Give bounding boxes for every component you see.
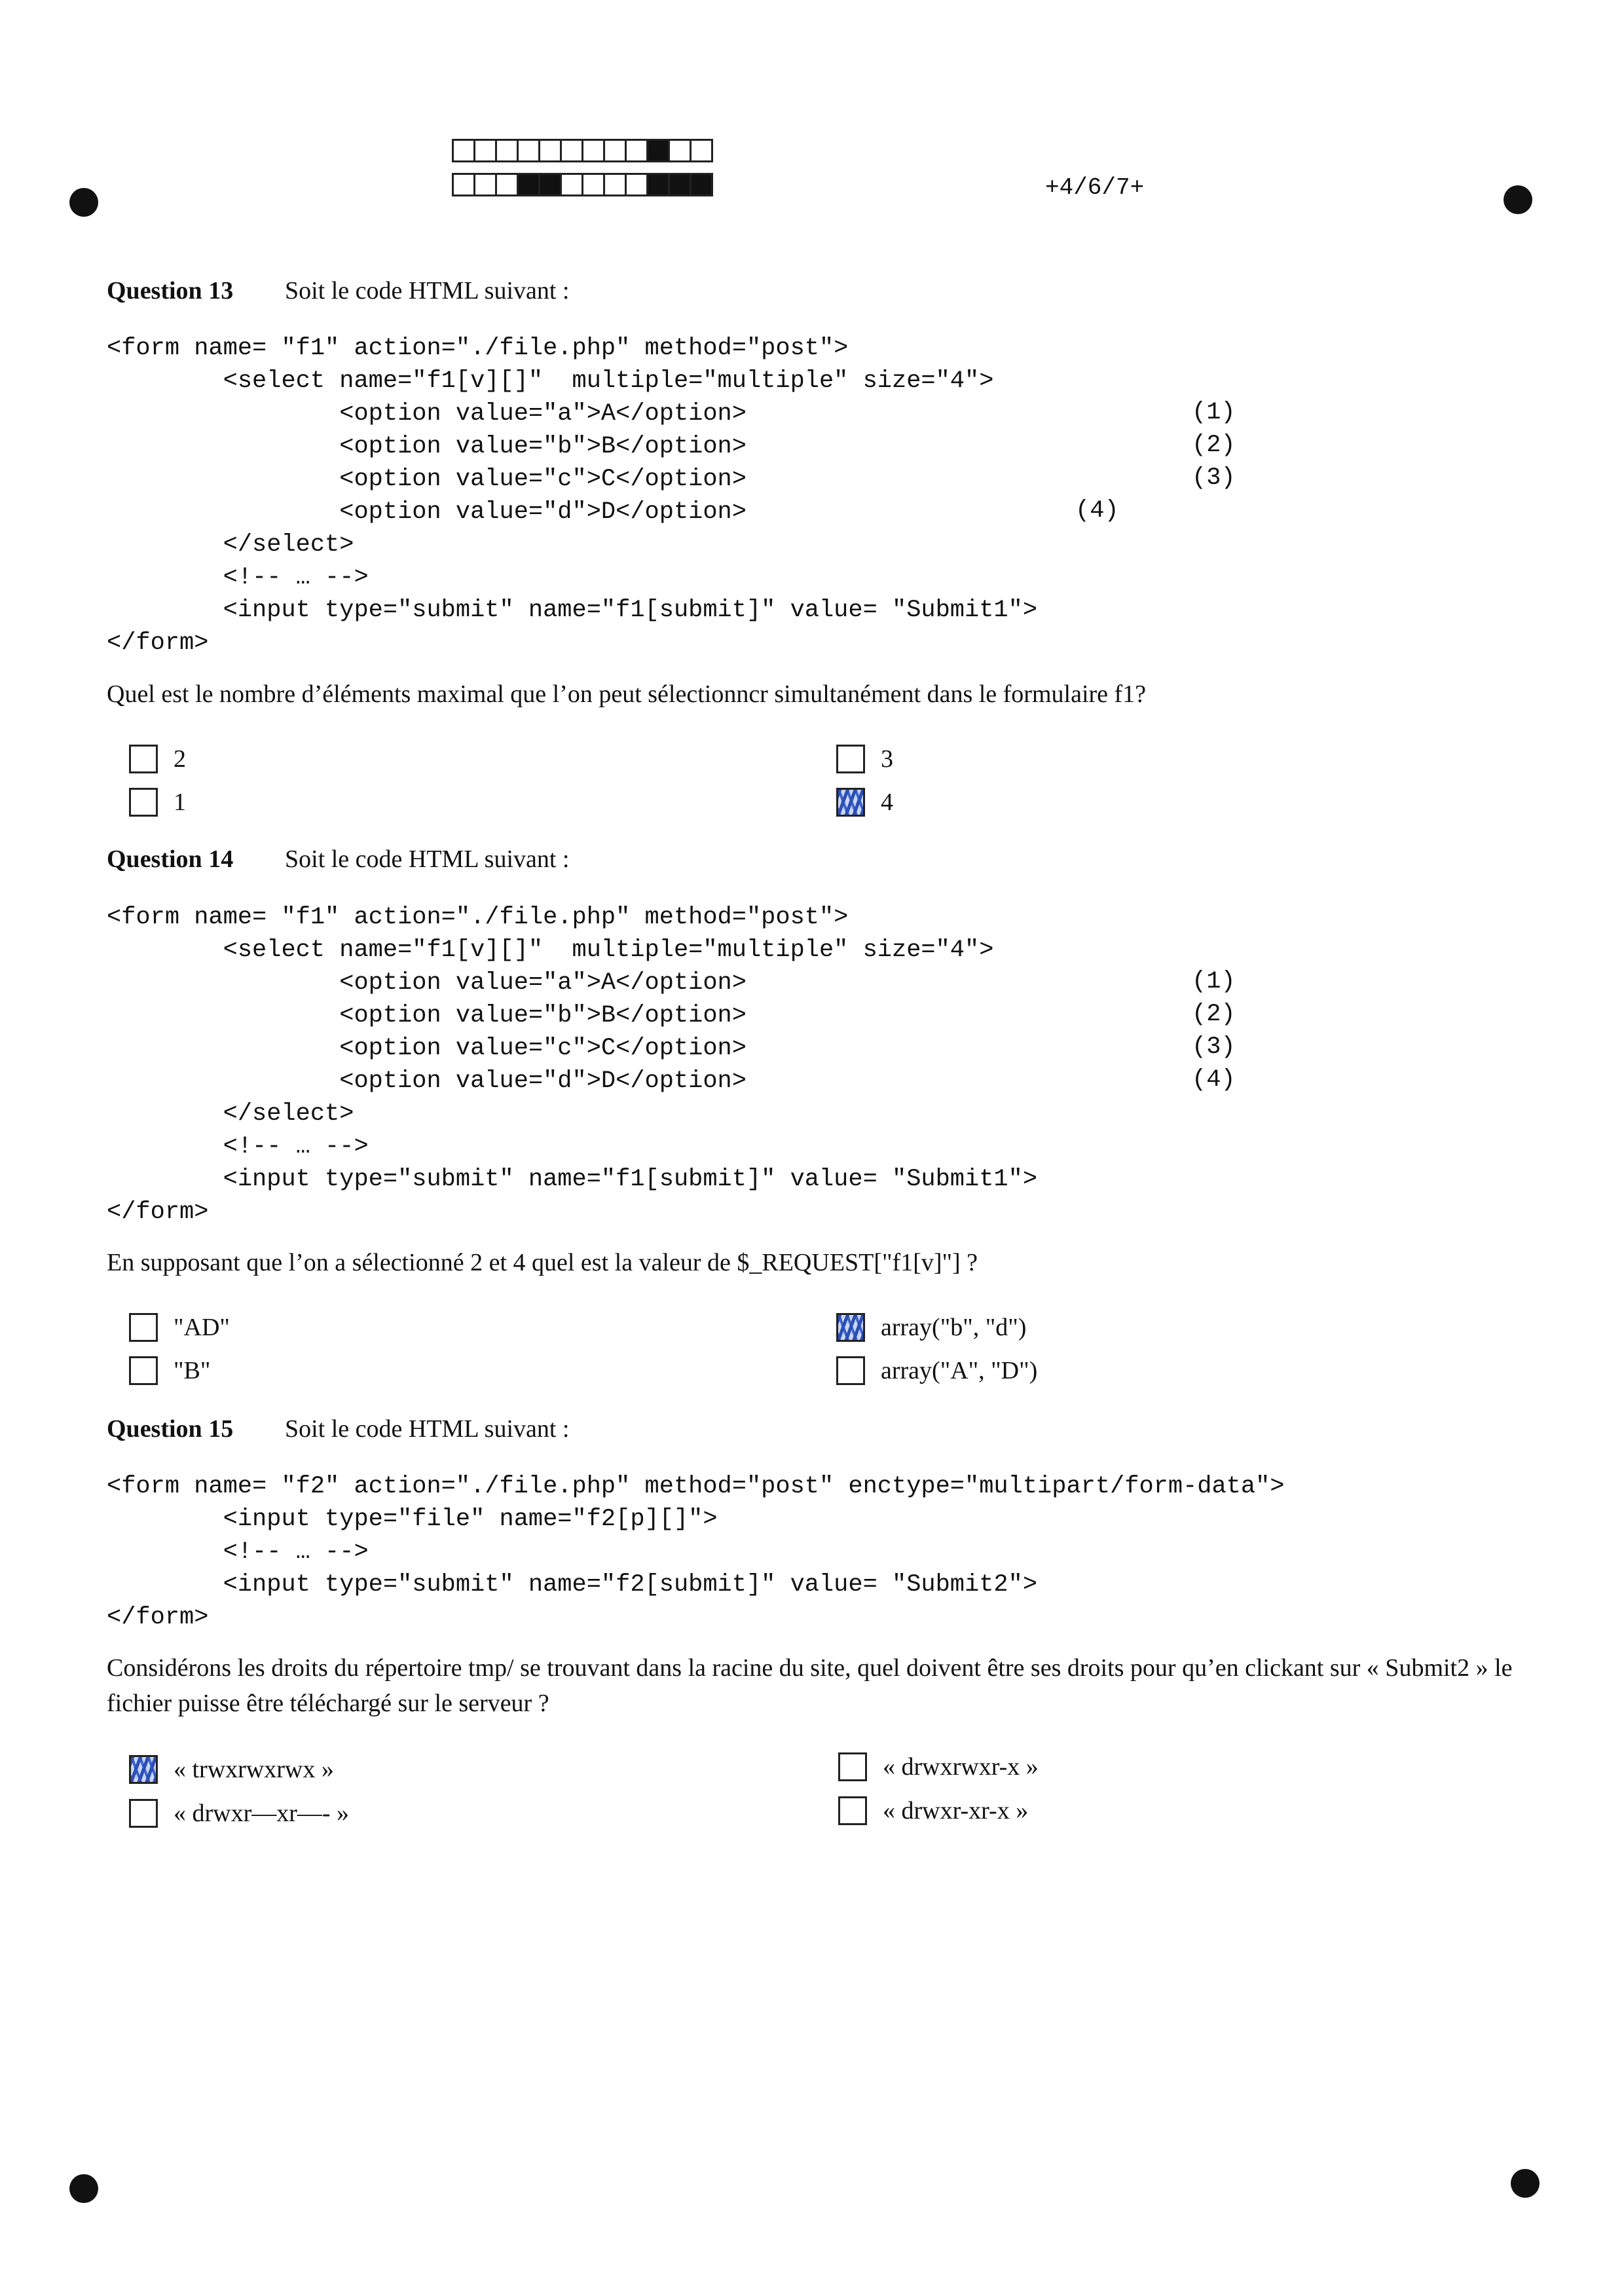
code-line: <input type="submit" name="f2[submit]" value= "Submit2"> [107, 1571, 1038, 1599]
q15-option[interactable] [129, 1755, 334, 1784]
q15-heading [107, 1415, 569, 1443]
q14-option[interactable] [836, 1356, 1037, 1385]
code-line: <input type="submit" name="f1[submit]" value= "Submit1"> [107, 1166, 1038, 1193]
option-label: 2 [174, 745, 186, 773]
q14-question: En supposant que l’on a sélectionné 2 et 4 quel est la valeur de $_REQUEST["f1[v]"] ? [107, 1249, 978, 1276]
code-line: <option value="b">B</option> [107, 433, 747, 460]
id-grid-cell [560, 173, 583, 196]
id-grid-cell-filled [646, 173, 670, 196]
id-grid-cell-filled [538, 173, 562, 196]
q14-option-number: (4) [1192, 1066, 1236, 1094]
q13-heading [107, 276, 569, 305]
option-label: « trwxrwxrwx » [174, 1756, 334, 1783]
q14-intro: Soit le code HTML suivant : [285, 845, 570, 873]
code-line: </form> [107, 1604, 209, 1631]
option-label: array("b", "d") [881, 1314, 1027, 1341]
option-label: 4 [881, 788, 893, 816]
registration-mark-bottom-right [1511, 2169, 1540, 2198]
code-line: <input type="submit" name="f1[submit]" value= "Submit1"> [107, 597, 1038, 624]
q15-option[interactable] [838, 1752, 1039, 1781]
option-label: 1 [174, 788, 186, 816]
q14-option[interactable] [129, 1356, 210, 1385]
code-line: <option value="d">D</option> [107, 498, 747, 526]
q14-option[interactable] [129, 1313, 230, 1342]
code-line: <form name= "f1" action="./file.php" method="post"> [107, 335, 849, 362]
id-grid-cell-filled [690, 173, 713, 196]
code-line: <option value="d">D</option> [107, 1067, 747, 1095]
option-label: "AD" [174, 1314, 230, 1341]
code-line: <option value="c">C</option> [107, 466, 747, 493]
id-grid-cell-filled [646, 139, 670, 162]
checkbox[interactable] [836, 745, 865, 773]
checked-checkbox[interactable] [836, 1313, 865, 1342]
registration-mark-top-left [69, 188, 98, 217]
q13-option[interactable] [129, 788, 186, 817]
checkbox[interactable] [129, 745, 158, 773]
id-grid-top [452, 139, 711, 162]
id-grid-cell [452, 139, 475, 162]
id-grid-cell [603, 173, 627, 196]
q13-option[interactable] [129, 745, 186, 773]
id-grid-cell [538, 139, 562, 162]
checkbox[interactable] [129, 788, 158, 817]
q15-option[interactable] [129, 1799, 349, 1828]
q13-option[interactable] [836, 745, 893, 773]
q13-option[interactable] [836, 788, 893, 817]
code-line: <select name="f1[v][]" multiple="multiple" size="4"> [107, 936, 994, 964]
q13-option-number: (4) [1075, 497, 1119, 525]
checkbox[interactable] [836, 1356, 865, 1385]
q15-label: Question 15 [107, 1415, 234, 1443]
q13-option-number: (2) [1192, 432, 1236, 459]
id-grid-cell [517, 139, 540, 162]
id-grid-cell [473, 139, 497, 162]
checkbox[interactable] [129, 1356, 158, 1385]
q13-intro: Soit le code HTML suivant : [285, 277, 570, 305]
checkbox[interactable] [838, 1796, 867, 1825]
q14-option[interactable] [836, 1313, 1026, 1342]
q13-label: Question 13 [107, 277, 234, 305]
code-line: <!-- … --> [107, 564, 369, 591]
q14-option-number: (2) [1192, 1001, 1236, 1028]
code-line: <!-- … --> [107, 1538, 369, 1566]
q14-heading [107, 845, 569, 874]
option-label: « drwxrwxr-x » [883, 1753, 1039, 1781]
id-grid-cell [560, 139, 583, 162]
option-label: "B" [174, 1357, 211, 1384]
registration-mark-bottom-left [69, 2174, 98, 2203]
option-label: « drwxr—xr—- » [174, 1800, 350, 1827]
q13-question: Quel est le nombre d’éléments maximal que l’on peut sélectionncr simultanément dans le formulaire f1? [107, 680, 1147, 708]
code-line: <!-- … --> [107, 1133, 369, 1160]
id-grid-cell [495, 173, 519, 196]
q14-option-number: (3) [1192, 1033, 1236, 1061]
checked-checkbox[interactable] [836, 788, 865, 817]
id-grid-cell [452, 173, 475, 196]
code-line: </form> [107, 629, 209, 657]
q15-option[interactable] [838, 1796, 1028, 1825]
code-line: <select name="f1[v][]" multiple="multiple" size="4"> [107, 367, 994, 395]
code-line: <form name= "f1" action="./file.php" method="post"> [107, 904, 849, 931]
code-line: <input type="file" name="f2[p][]"> [107, 1506, 718, 1533]
code-line: </form> [107, 1198, 209, 1226]
id-grid-cell-filled [668, 173, 692, 196]
code-line: <form name= "f2" action="./file.php" method="post" enctype="multipart/form-data"> [107, 1473, 1285, 1500]
code-line: <option value="a">A</option> [107, 400, 747, 428]
id-grid-cell [668, 139, 692, 162]
code-line: <option value="a">A</option> [107, 969, 747, 997]
code-line: <option value="b">B</option> [107, 1002, 747, 1029]
code-line: <option value="c">C</option> [107, 1035, 747, 1062]
q14-label: Question 14 [107, 845, 234, 873]
registration-mark-top-right [1504, 185, 1532, 214]
id-grid-cell [625, 173, 648, 196]
option-label: array("A", "D") [881, 1357, 1038, 1384]
q15-intro: Soit le code HTML suivant : [285, 1415, 570, 1443]
checkbox[interactable] [129, 1313, 158, 1342]
checked-checkbox[interactable] [129, 1755, 158, 1784]
page-code: +4/6/7+ [1045, 174, 1145, 201]
option-label: « drwxr-xr-x » [883, 1797, 1029, 1824]
code-line: </select> [107, 531, 354, 559]
q13-option-number: (1) [1192, 399, 1236, 426]
code-line: </select> [107, 1100, 354, 1128]
q14-option-number: (1) [1192, 968, 1236, 995]
id-grid-cell [625, 139, 648, 162]
id-grid-cell [473, 173, 497, 196]
option-label: 3 [881, 745, 893, 773]
id-grid-cell [581, 139, 605, 162]
q13-option-number: (3) [1192, 464, 1236, 492]
id-grid-cell-filled [517, 173, 540, 196]
checkbox[interactable] [838, 1752, 867, 1781]
id-grid-cell [495, 139, 519, 162]
q15-question: Considérons les droits du répertoire tmp/ se trouvant dans la racine du site, quel doivent être ses droits pour qu’en clickant sur « Submit2 » le fichier puisse être téléchargé sur le serveur ? [107, 1654, 1513, 1717]
id-grid-cell [603, 139, 627, 162]
id-grid-bottom [452, 173, 711, 196]
id-grid-cell [690, 139, 713, 162]
id-grid-cell [581, 173, 605, 196]
checkbox[interactable] [129, 1799, 158, 1828]
